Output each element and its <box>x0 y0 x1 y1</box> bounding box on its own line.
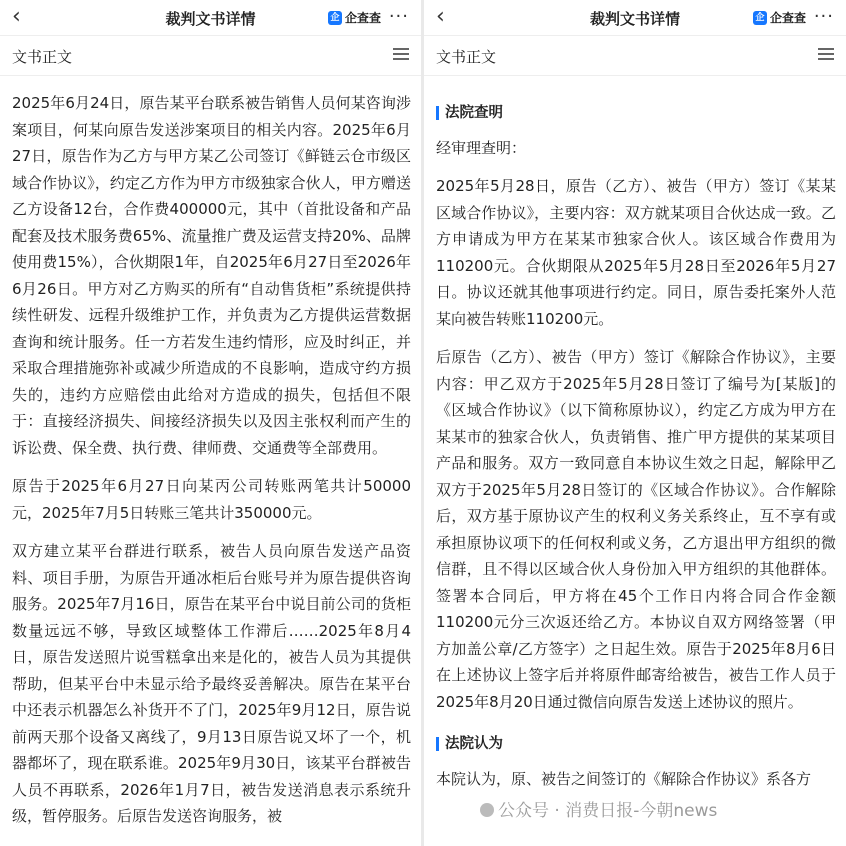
right-panel <box>424 0 846 846</box>
more-icon[interactable]: ··· <box>388 6 409 27</box>
brand-logo[interactable] <box>328 9 381 26</box>
heading-bar <box>436 106 439 120</box>
page-title: 裁判文书详情 <box>589 10 680 28</box>
document-body <box>436 100 836 804</box>
document-body <box>12 90 411 842</box>
brand-logo[interactable] <box>753 9 806 26</box>
paragraph: 经审理查明： <box>436 138 527 157</box>
list-menu-icon[interactable] <box>818 48 834 61</box>
back-arrow-icon[interactable]: ‹ <box>12 4 21 29</box>
section-heading <box>436 731 836 758</box>
paragraph: 双方建立某平台群进行联系，被告人员向原告发送产品资料、项目手册，为原告开通冰柜后台账号并为原告提供咨询服务。2025年7月16日，原告在某平台中说目前公司的货柜数量远远不够，导致区域整体工作滞后……2025年8月4日，原告发送照片说雪糕拿出来是化的，被告人员为其提供帮助，但某平台中未显示给予最终妥善解决。原告在某平台中还表示机器怎么补货开不了门，2025年9月12日，原告说前两天那个设备又离线了，9月13日原告说又坏了一个，机器都坏了，现在联系谁。2025年9月30日，该某平台群被告人员不再联系，2026年1月7日，被告发送消息表示系统升级，暂停服务。后原告发送咨询服务，被 <box>12 542 411 825</box>
brand-name: 企查查 <box>344 11 381 25</box>
paragraph: 2025年5月28日，原告（乙方）、被告（甲方）签订《某某区域合作协议》，主要内容：双方就某项目合伙达成一致。乙方申请成为甲方在某某市独家合伙人。该区域合作费用为110200元。合伙期限从2025年5月28日至2026年5月27日。协议还就其他事项进行约定。同日，原告委托案外人范某向被告转账110200元。 <box>436 177 836 328</box>
paragraph: 本院认为，原、被告之间签订的《解除合作协议》系各方 <box>436 769 812 788</box>
back-arrow-icon[interactable]: ‹ <box>436 4 445 29</box>
heading-text: 法院认为 <box>445 736 503 752</box>
paragraph: 2025年6月24日，原告某平台联系被告销售人员何某咨询涉案项目，何某向原告发送涉案项目的相关内容。2025年6月27日，原告作为乙方与甲方某乙公司签订《鲜链云仓市级区域合作协议》，约定乙方作为甲方市级独家合伙人，甲方赠送乙方设备12台，合作费400000元，其中（首批设备和产品配套及技术服务费65%、流量推广费及运营支持20%、品牌使用费15%），合伙期限1年，自2025年6月27日至2026年6月26日。甲方对乙方购买的所有“自动售货柜”系统提供持续性研发、远程升级维护工作，并负责为乙方提供运营数据查询和统计服务。任一方若发生违约情形，应及时纠正，并采取合理措施弥补或减少所造成的不良影响，造成守约方损失的，违约方应赔偿由此给对方造成的损失，包括但不限于：直接经济损失、间接经济损失以及因主张权利而产生的诉讼费、保全费、执行费、律师费、交通费等全部费用。 <box>12 94 411 457</box>
section-bar <box>424 36 846 76</box>
brand-icon: 企 <box>753 11 767 25</box>
page-title: 裁判文书详情 <box>165 10 256 28</box>
section-bar <box>0 36 421 76</box>
paragraph: 原告于2025年6月27日向某丙公司转账两笔共计50000元，2025年7月5日转账三笔共计350000元。 <box>12 477 411 522</box>
left-panel <box>0 0 421 846</box>
paragraph: 后原告（乙方）、被告（甲方）签订《解除合作协议》，主要内容：甲乙双方于2025年5月28日签订了编号为[某版]的《区域合作协议》（以下简称原协议），约定乙方成为甲方在某某市的独家合伙人，负责销售、推广甲方提供的某某项目产品和服务。双方一致同意自本协议生效之日起，解除甲乙双方于2025年5月28日签订的《区域合作协议》。合作解除后，双方基于原协议产生的权利义务关系终止，互不享有或承担原协议项下的任何权利或义务，乙方退出甲方组织的微信群，且不得以区域合伙人身份加入甲方组织的其他群体。签署本合同后，甲方将在45个工作日内将合同合作金额110200元分三次返还给乙方。本协议自双方网络签署（甲方加盖公章/乙方签字）之日起生效。原告于2025年8月6日在上述协议上签字后并将原件邮寄给被告，被告工作人员于2025年8月20日通过微信向原告发送上述协议的照片。 <box>436 348 836 711</box>
wechat-logo-icon <box>480 803 494 817</box>
top-bar <box>0 0 421 36</box>
watermark <box>480 796 717 821</box>
more-icon[interactable]: ··· <box>813 6 834 27</box>
heading-text: 法院查明 <box>445 105 503 121</box>
section-title: 文书正文 <box>12 48 73 66</box>
watermark-text: 公众号 · 消费日报-今朝news <box>498 801 718 821</box>
brand-name: 企查查 <box>769 11 806 25</box>
heading-bar <box>436 737 439 751</box>
section-title: 文书正文 <box>436 48 497 66</box>
section-heading <box>436 100 836 127</box>
list-menu-icon[interactable] <box>393 48 409 61</box>
brand-icon: 企 <box>328 11 342 25</box>
top-bar <box>424 0 846 36</box>
